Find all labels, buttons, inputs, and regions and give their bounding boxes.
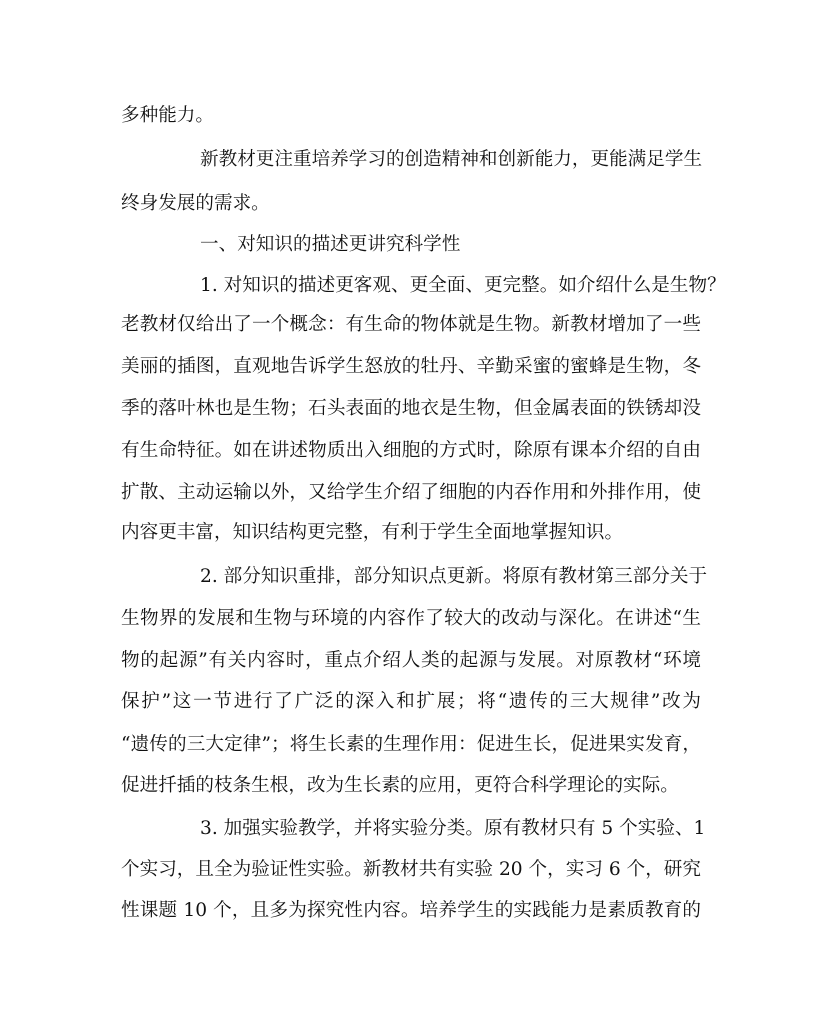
text-line: 生物界的发展和生物与环境的内容作了较大的改动与深化。在讲述“生 — [121, 608, 701, 629]
text-line: 季的落叶林也是生物；石头表面的地衣是生物，但金属表面的铁锈却没 — [121, 398, 701, 419]
section-heading: 一、对知识的描述更讲究科学性 — [200, 234, 461, 255]
text-line: 多种能力。 — [121, 105, 214, 126]
text-line: 性课题 10 个，且多为探究性内容。培养学生的实践能力是素质教育的 — [121, 900, 701, 921]
text-line: 个实习，且全为验证性实验。新教材共有实验 20 个，实习 6 个，研究 — [121, 859, 701, 880]
text-line: 新教材更注重培养学习的创造精神和创新能力，更能满足学生 — [200, 149, 703, 170]
text-line: 有生命特征。如在讲述物质出入细胞的方式时，除原有课本介绍的自由 — [121, 440, 701, 461]
text-line: 老教材仅给出了一个概念：有生命的物体就是生物。新教材增加了一些 — [121, 314, 701, 335]
text-line: 促进扦插的枝条生根，改为生长素的应用，更符合科学理论的实际。 — [121, 775, 679, 796]
text-line: 1. 对知识的描述更客观、更全面、更完整。如介绍什么是生物？ — [200, 275, 726, 296]
text-line: 内容更丰富，知识结构更完整，有利于学生全面地掌握知识。 — [121, 522, 624, 543]
text-line: 美丽的插图，直观地告诉学生怒放的牡丹、辛勤采蜜的蜜蜂是生物，冬 — [121, 356, 701, 377]
text-line: 终身发展的需求。 — [121, 193, 270, 214]
text-line: “遗传的三大定律”；将生长素的生理作用：促进生长，促进果实发育， — [121, 734, 701, 755]
text-line: 2. 部分知识重排，部分知识点更新。将原有教材第三部分关于 — [200, 566, 708, 587]
text-line: 物的起源”有关内容时，重点介绍人类的起源与发展。对原教材“环境 — [121, 650, 701, 671]
text-line: 保护”这一节进行了广泛的深入和扩展；将“遗传的三大规律”改为 — [121, 691, 701, 712]
text-line: 3. 加强实验教学，并将实验分类。原有教材只有 5 个实验、1 — [200, 818, 706, 839]
text-line: 扩散、主动运输以外，又给学生介绍了细胞的内吞作用和外排作用，使 — [121, 482, 701, 503]
